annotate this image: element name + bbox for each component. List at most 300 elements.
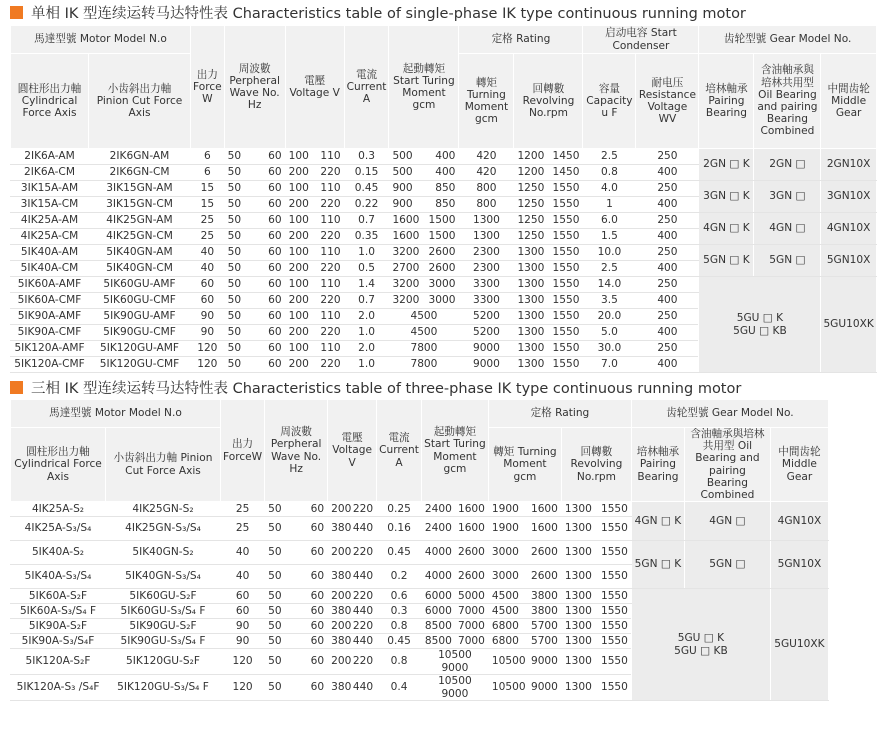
- turning-moment-value: [488, 589, 561, 604]
- wave-value-value: 60: [310, 619, 325, 632]
- cylindrical-model: 5IK120A-AMF: [11, 341, 89, 357]
- turning-moment-value-value: 9000: [530, 681, 558, 694]
- capacity-value: 10.0: [583, 245, 636, 261]
- capacity-value: 3.5: [583, 293, 636, 309]
- wave-value: [224, 277, 285, 293]
- pinion-model: 4IK25GN-S₃/S₄: [106, 517, 221, 541]
- three-phase-table: [10, 399, 829, 701]
- revolving-value-value: 1550: [600, 634, 628, 647]
- revolving-value-value: 1550: [552, 326, 580, 339]
- voltage-value-value: 110: [320, 278, 341, 291]
- start-moment-value: [389, 149, 459, 165]
- capacity-value: 5.0: [583, 325, 636, 341]
- revolving-value: [514, 357, 583, 373]
- voltage-value-value: 220: [352, 546, 374, 559]
- current-value: 1.4: [344, 277, 389, 293]
- voltage-value-value: 220: [320, 230, 341, 243]
- start-moment-value-value: 1600: [392, 214, 420, 227]
- revolving-value-value: 1300: [564, 570, 592, 583]
- pinion-model: 3IK15GN-AM: [89, 181, 191, 197]
- revolving-value-value: 1550: [552, 230, 580, 243]
- voltage-value-value: 110: [320, 246, 341, 259]
- gear-middle: 2GN10X: [821, 149, 876, 181]
- turning-moment-value-value: 5700: [530, 634, 558, 647]
- wave-value-value: 60: [310, 522, 325, 535]
- revolving-value-value: 1550: [552, 246, 580, 259]
- revolving-value: [514, 341, 583, 357]
- voltage-value-value: 200: [331, 619, 352, 632]
- resistance-voltage-value: 400: [636, 293, 699, 309]
- three-phase-section-title: [0, 377, 878, 397]
- voltage-value-value: 380: [331, 634, 352, 647]
- revolving-value: [514, 197, 583, 213]
- revolving-value-value: 1300: [564, 655, 592, 668]
- start-moment-value-value: 4000: [424, 546, 452, 559]
- revolving-value-value: 1550: [552, 294, 580, 307]
- start-moment-value-value: 850: [435, 198, 456, 211]
- wave-value: [224, 293, 285, 309]
- voltage-value: [328, 619, 377, 634]
- start-moment-value-value: 1500: [428, 214, 456, 227]
- resistance-voltage-value: 400: [636, 325, 699, 341]
- header-current: 電流 Current A: [377, 400, 422, 502]
- force-value: 25: [221, 502, 265, 517]
- start-moment-value-value: 2600: [428, 246, 456, 259]
- turning-moment-value-value: 3000: [491, 546, 519, 559]
- wave-value: [265, 565, 328, 589]
- voltage-value-value: 110: [320, 342, 341, 355]
- wave-value: [224, 357, 285, 373]
- revolving-value-value: 1300: [564, 604, 592, 617]
- wave-value: [265, 634, 328, 649]
- wave-value-value: 60: [268, 246, 282, 259]
- header-pairing-bearing: 培林軸承 Pairing Bearing: [699, 54, 754, 149]
- resistance-voltage-value: 250: [636, 245, 699, 261]
- wave-value-value: 50: [227, 358, 242, 371]
- voltage-value-value: 200: [288, 198, 309, 211]
- single-phase-table: [10, 25, 877, 373]
- wave-value: [265, 619, 328, 634]
- turning-moment-value-value: 3800: [530, 589, 558, 602]
- start-moment-value-value: 10500: [438, 675, 472, 688]
- gear-pairing-bearing: 5GN □ K: [699, 245, 754, 277]
- header-wave: 周波數 Perpheral Wave No. Hz: [224, 26, 285, 149]
- revolving-value-value: 1550: [552, 182, 580, 195]
- force-value: 90: [221, 634, 265, 649]
- wave-value: [265, 517, 328, 541]
- wave-value-value: 50: [268, 546, 282, 559]
- revolving-value-value: 1550: [552, 262, 580, 275]
- voltage-value: [285, 309, 344, 325]
- revolving-value-value: 1300: [517, 310, 545, 323]
- revolving-value-value: 1550: [552, 342, 580, 355]
- cylindrical-model: 4IK25A-AM: [11, 213, 89, 229]
- current-value: 0.2: [377, 565, 422, 589]
- gear-middle: 5GN10X: [821, 245, 876, 277]
- voltage-value: [285, 261, 344, 277]
- wave-value: [265, 502, 328, 517]
- revolving-value-value: 1550: [552, 214, 580, 227]
- start-moment-value-value: 8500: [424, 619, 452, 632]
- wave-value-value: 50: [268, 570, 282, 583]
- voltage-value-value: 200: [288, 262, 309, 275]
- voltage-value-value: 110: [320, 150, 341, 163]
- revolving-value-value: 1550: [600, 681, 628, 694]
- force-value: 15: [191, 181, 225, 197]
- capacity-value: 7.0: [583, 357, 636, 373]
- wave-value-value: 50: [227, 150, 242, 163]
- voltage-value: [285, 341, 344, 357]
- header-resistance-voltage: 耐电压 Resistance Voltage WV: [636, 54, 699, 149]
- pinion-model: 5IK60GU-AMF: [89, 277, 191, 293]
- pinion-model: 5IK120GU-AMF: [89, 341, 191, 357]
- wave-value-value: 60: [268, 358, 282, 371]
- voltage-value: [285, 213, 344, 229]
- gear-pairing-oil-value: 5GU □ K: [736, 312, 784, 325]
- turning-moment-value: [488, 619, 561, 634]
- start-moment-value-value: 4500: [410, 326, 438, 339]
- wave-value: [224, 165, 285, 181]
- revolving-value-value: 1300: [564, 502, 592, 515]
- resistance-voltage-value: 250: [636, 213, 699, 229]
- turning-moment-value: 800: [459, 197, 514, 213]
- wave-value: [265, 604, 328, 619]
- revolving-value: [514, 325, 583, 341]
- wave-value: [224, 341, 285, 357]
- header-oil-bearing: 含油軸承與培林共用型 Oil Bearing and pairing Bearing Combined: [754, 54, 821, 149]
- force-value: 25: [221, 517, 265, 541]
- revolving-value-value: 1200: [517, 150, 545, 163]
- header-cylindrical: 圓柱形出力軸 Cylindrical Force Axis: [11, 428, 106, 502]
- cylindrical-model: 5IK90A-S₂F: [11, 619, 106, 634]
- resistance-voltage-value: 400: [636, 197, 699, 213]
- start-moment-value-value: 7000: [457, 604, 485, 617]
- voltage-value-value: 200: [288, 230, 309, 243]
- start-moment-value: [421, 604, 488, 619]
- turning-moment-value: 800: [459, 181, 514, 197]
- wave-value-value: 60: [268, 326, 282, 339]
- wave-value: [224, 229, 285, 245]
- pinion-model: 3IK15GN-CM: [89, 197, 191, 213]
- gear-pairing-oil-value: 5GU □ KB: [674, 644, 728, 657]
- resistance-voltage-value: 250: [636, 149, 699, 165]
- revolving-value: [561, 589, 631, 604]
- wave-value-value: 60: [268, 262, 282, 275]
- pinion-model: 5IK120GU-S₃/S₄ F: [106, 675, 221, 701]
- header-revolving: 回轉數 Revolving No.rpm: [561, 428, 631, 502]
- start-moment-value: [421, 589, 488, 604]
- voltage-value: [285, 197, 344, 213]
- start-moment-value-value: 10500: [438, 649, 472, 662]
- start-moment-value: [389, 357, 459, 373]
- revolving-value-value: 1550: [600, 546, 628, 559]
- wave-value-value: 60: [268, 166, 282, 179]
- revolving-value: [514, 181, 583, 197]
- capacity-value: 0.8: [583, 165, 636, 181]
- revolving-value: [561, 565, 631, 589]
- revolving-value-value: 1250: [517, 230, 545, 243]
- pinion-model: 5IK90GU-S₃/S₄ F: [106, 634, 221, 649]
- wave-value-value: 50: [227, 182, 242, 195]
- voltage-value-value: 200: [331, 589, 352, 602]
- current-value: 0.5: [344, 261, 389, 277]
- current-value: 1.0: [344, 245, 389, 261]
- start-moment-value: [389, 325, 459, 341]
- revolving-value-value: 1300: [564, 589, 592, 602]
- voltage-value: [328, 589, 377, 604]
- gear-pairing-bearing: 4GN □ K: [699, 213, 754, 245]
- wave-value-value: 60: [310, 634, 325, 647]
- voltage-value-value: 100: [288, 278, 309, 291]
- capacity-value: 20.0: [583, 309, 636, 325]
- turning-moment-value: 5200: [459, 309, 514, 325]
- pinion-model: 5IK60GU-S₂F: [106, 589, 221, 604]
- voltage-value-value: 380: [331, 604, 352, 617]
- table-row: [11, 181, 877, 197]
- pinion-model: 2IK6GN-CM: [89, 165, 191, 181]
- voltage-value-value: 440: [352, 522, 374, 535]
- pinion-model: 2IK6GN-AM: [89, 149, 191, 165]
- wave-value-value: 60: [268, 198, 282, 211]
- revolving-value-value: 1550: [600, 502, 628, 515]
- capacity-value: 14.0: [583, 277, 636, 293]
- wave-value-value: 50: [227, 294, 242, 307]
- pinion-model: 5IK40GN-S₃/S₄: [106, 565, 221, 589]
- force-value: 120: [221, 675, 265, 701]
- current-value: 1.0: [344, 357, 389, 373]
- revolving-value-value: 1300: [564, 619, 592, 632]
- voltage-value-value: 220: [320, 358, 341, 371]
- pinion-model: 5IK120GU-S₂F: [106, 649, 221, 675]
- header-middle-gear: 中間齿轮 Middle Gear: [821, 54, 876, 149]
- start-moment-value-value: 1600: [457, 522, 485, 535]
- gear-pairing-oil-value: 5GU □ KB: [733, 324, 787, 337]
- resistance-voltage-value: 400: [636, 261, 699, 277]
- header-rating: 定格 Rating: [459, 26, 583, 54]
- current-value: 0.22: [344, 197, 389, 213]
- start-moment-value: [421, 502, 488, 517]
- gear-middle: 5GU10XK: [821, 277, 876, 373]
- voltage-value-value: 220: [352, 502, 374, 515]
- voltage-value-value: 200: [288, 294, 309, 307]
- start-moment-value: [389, 277, 459, 293]
- gear-oil-bearing: 5GN □: [684, 541, 770, 589]
- wave-value-value: 60: [310, 570, 325, 583]
- wave-value-value: 60: [268, 310, 282, 323]
- table-row: [11, 502, 829, 517]
- voltage-value: [285, 357, 344, 373]
- force-value: 6: [191, 165, 225, 181]
- turning-moment-value: [488, 675, 561, 701]
- wave-value: [265, 589, 328, 604]
- turning-moment-value: 420: [459, 149, 514, 165]
- revolving-value-value: 1450: [552, 150, 580, 163]
- start-moment-value-value: 8500: [424, 634, 452, 647]
- wave-value: [224, 325, 285, 341]
- turning-moment-value: [488, 649, 561, 675]
- wave-value-value: 50: [227, 342, 242, 355]
- wave-value-value: 50: [268, 634, 282, 647]
- start-moment-value: [421, 649, 488, 675]
- force-value: 120: [221, 649, 265, 675]
- revolving-value: [514, 309, 583, 325]
- voltage-value-value: 200: [331, 655, 352, 668]
- wave-value-value: 60: [310, 502, 325, 515]
- revolving-value-value: 1550: [600, 655, 628, 668]
- gear-oil-bearing: 4GN □: [684, 502, 770, 541]
- turning-moment-value: 5200: [459, 325, 514, 341]
- voltage-value-value: 220: [352, 589, 374, 602]
- turning-moment-value-value: 1900: [491, 522, 519, 535]
- current-value: 0.35: [344, 229, 389, 245]
- capacity-value: 1: [583, 197, 636, 213]
- header-force: 出力 Force W: [191, 26, 225, 149]
- header-turning-moment: 轉矩 Turning Moment gcm: [488, 428, 561, 502]
- wave-value-value: 50: [268, 681, 282, 694]
- revolving-value-value: 1550: [552, 358, 580, 371]
- turning-moment-value-value: 10500: [491, 655, 526, 668]
- turning-moment-value: 2300: [459, 261, 514, 277]
- revolving-value-value: 1300: [517, 358, 545, 371]
- header-force: 出力 ForceW: [221, 400, 265, 502]
- cylindrical-model: 5IK60A-AMF: [11, 277, 89, 293]
- voltage-value-value: 110: [320, 182, 341, 195]
- start-moment-value: [421, 619, 488, 634]
- wave-value-value: 60: [310, 546, 325, 559]
- force-value: 60: [221, 589, 265, 604]
- cylindrical-model: 5IK120A-S₂F: [11, 649, 106, 675]
- revolving-value-value: 1550: [552, 198, 580, 211]
- wave-value-value: 50: [268, 522, 282, 535]
- header-oil-bearing: 含油軸承與培林共用型 Oil Bearing and pairing Bearing Combined: [684, 428, 770, 502]
- start-moment-value-value: 900: [392, 198, 413, 211]
- wave-value-value: 50: [268, 619, 282, 632]
- turning-moment-value: 2300: [459, 245, 514, 261]
- revolving-value: [514, 213, 583, 229]
- revolving-value: [561, 502, 631, 517]
- force-value: 25: [191, 213, 225, 229]
- pinion-model: 5IK60GU-S₃/S₄ F: [106, 604, 221, 619]
- turning-moment-value-value: 3000: [491, 570, 519, 583]
- revolving-value: [561, 517, 631, 541]
- current-value: 2.0: [344, 309, 389, 325]
- revolving-value-value: 1300: [517, 326, 545, 339]
- voltage-value-value: 200: [331, 546, 352, 559]
- header-motor-model: 馬達型號 Motor Model N.o: [11, 400, 221, 428]
- start-moment-value: [389, 197, 459, 213]
- start-moment-value-value: 500: [392, 166, 413, 179]
- orange-square-marker: [10, 381, 23, 394]
- revolving-value-value: 1550: [600, 604, 628, 617]
- voltage-value: [285, 293, 344, 309]
- wave-value-value: 50: [227, 262, 242, 275]
- wave-value-value: 60: [268, 278, 282, 291]
- pinion-model: 5IK120GU-CMF: [89, 357, 191, 373]
- force-value: 60: [221, 604, 265, 619]
- voltage-value-value: 100: [288, 214, 309, 227]
- voltage-value-value: 100: [288, 182, 309, 195]
- pinion-model: 4IK25GN-CM: [89, 229, 191, 245]
- revolving-value-value: 1550: [552, 278, 580, 291]
- voltage-value-value: 200: [288, 358, 309, 371]
- wave-value-value: 60: [268, 214, 282, 227]
- gear-oil-bearing: 4GN □: [754, 213, 821, 245]
- header-gear-model: 齿轮型號 Gear Model No.: [699, 26, 876, 54]
- voltage-value-value: 220: [320, 198, 341, 211]
- start-moment-value-value: 900: [392, 182, 413, 195]
- turning-moment-value: 1300: [459, 213, 514, 229]
- voltage-value-value: 440: [352, 570, 374, 583]
- voltage-value-value: 220: [320, 326, 341, 339]
- revolving-value-value: 1550: [600, 522, 628, 535]
- current-value: 0.16: [377, 517, 422, 541]
- cylindrical-model: 4IK25A-CM: [11, 229, 89, 245]
- revolving-value: [561, 634, 631, 649]
- start-moment-value-value: 1600: [392, 230, 420, 243]
- turning-moment-value: 1300: [459, 229, 514, 245]
- orange-square-marker: [10, 6, 23, 19]
- current-value: 0.4: [377, 675, 422, 701]
- cylindrical-model: 2IK6A-AM: [11, 149, 89, 165]
- force-value: 15: [191, 197, 225, 213]
- turning-moment-value: [488, 502, 561, 517]
- revolving-value: [561, 541, 631, 565]
- voltage-value-value: 220: [352, 655, 374, 668]
- header-capacity: 容量 Capacity u F: [583, 54, 636, 149]
- revolving-value-value: 1250: [517, 182, 545, 195]
- wave-value: [265, 675, 328, 701]
- voltage-value-value: 440: [352, 604, 374, 617]
- wave-value-value: 50: [227, 246, 242, 259]
- wave-value-value: 60: [310, 655, 325, 668]
- single-phase-section-title: [0, 2, 878, 22]
- gear-oil-bearing: 5GN □: [754, 245, 821, 277]
- voltage-value-value: 110: [320, 214, 341, 227]
- header-start-condenser: 启动电容 Start Condenser: [583, 26, 699, 54]
- gear-pairing-bearing: 3GN □ K: [699, 181, 754, 213]
- voltage-value: [328, 604, 377, 619]
- start-moment-value-value: 2600: [457, 570, 485, 583]
- voltage-value-value: 440: [352, 634, 374, 647]
- voltage-value: [328, 517, 377, 541]
- wave-value: [224, 197, 285, 213]
- start-moment-value-value: 5000: [457, 589, 485, 602]
- voltage-value-value: 380: [331, 570, 352, 583]
- revolving-value-value: 1300: [564, 522, 592, 535]
- wave-value: [224, 149, 285, 165]
- start-moment-value: [389, 309, 459, 325]
- voltage-value-value: 220: [352, 619, 374, 632]
- gear-pairing-oil: [699, 277, 821, 373]
- force-value: 60: [191, 277, 225, 293]
- capacity-value: 4.0: [583, 181, 636, 197]
- turning-moment-value: [488, 541, 561, 565]
- force-value: 120: [191, 341, 225, 357]
- gear-pairing-oil: [631, 589, 770, 701]
- cylindrical-model: 4IK25A-S₃/S₄: [11, 517, 106, 541]
- revolving-value: [561, 604, 631, 619]
- cylindrical-model: 5IK40A-AM: [11, 245, 89, 261]
- current-value: 0.7: [344, 293, 389, 309]
- revolving-value: [561, 675, 631, 701]
- wave-value: [265, 541, 328, 565]
- voltage-value-value: 200: [288, 166, 309, 179]
- wave-value-value: 50: [227, 214, 242, 227]
- voltage-value-value: 200: [288, 326, 309, 339]
- pinion-model: 5IK90GU-CMF: [89, 325, 191, 341]
- header-start-moment: 起動轉矩 Start Turing Moment gcm: [421, 400, 488, 502]
- turning-moment-value: [488, 604, 561, 619]
